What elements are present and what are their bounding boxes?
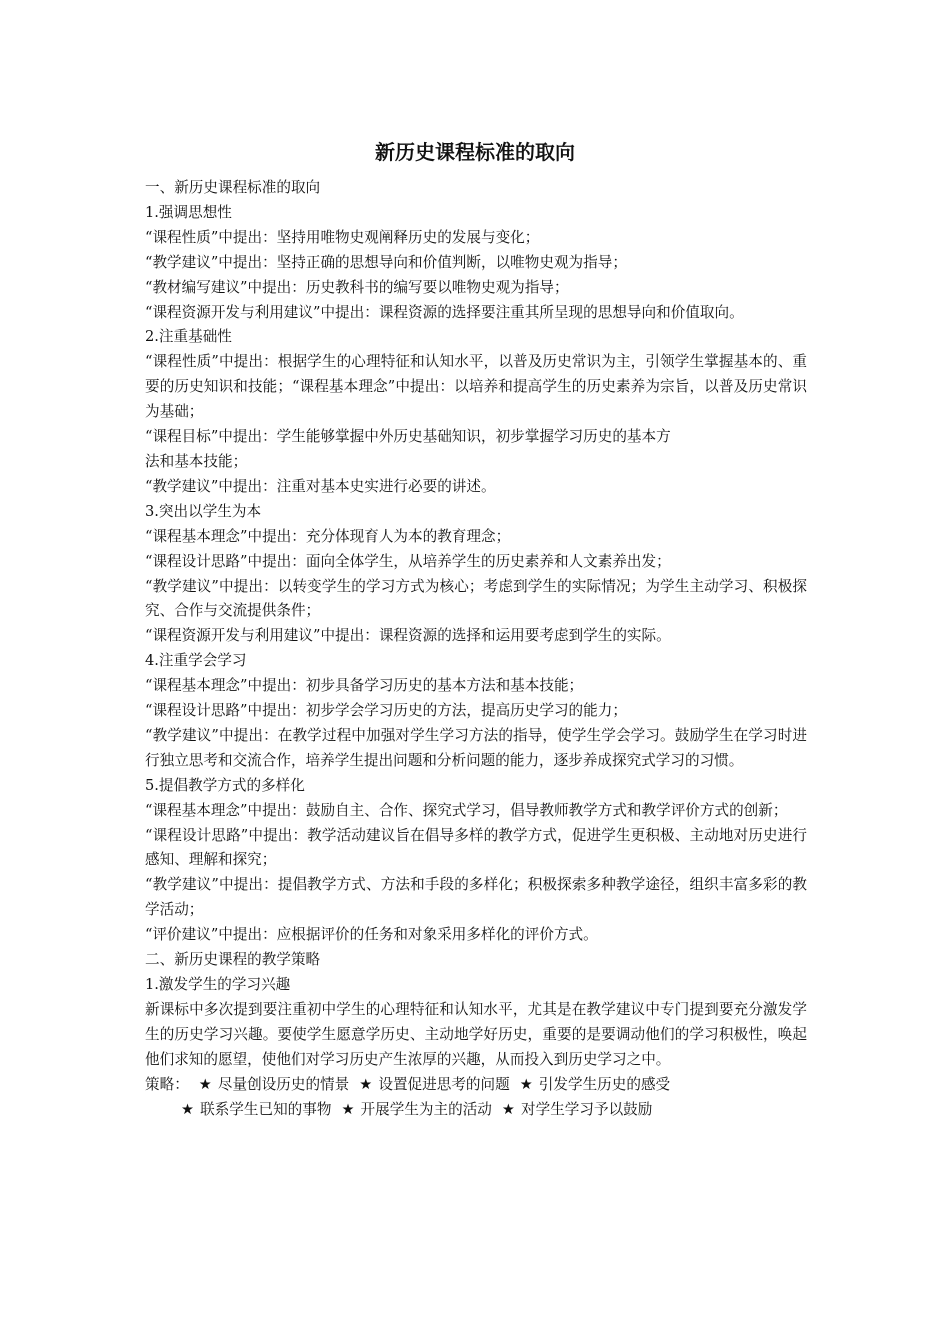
subsection-heading: 4.注重学会学习 [145, 652, 247, 670]
strategy-item: 开展学生为主的活动 [360, 1100, 492, 1118]
paragraph: “课程基本理念”中提出：鼓励自主、合作、探究式学习，倡导教师教学方式和教学评价方式的创新； [145, 801, 788, 819]
strategy-item: 联系学生已知的事物 [200, 1100, 332, 1118]
paragraph: “课程设计思路”中提出：面向全体学生，从培养学生的历史素养和人文素养出发； [145, 552, 671, 570]
paragraph: “教学建议”中提出：以转变学生的学习方式为核心；考虑到学生的实际情况；为学生主动学习、积极探究、合作与交流提供条件； [145, 577, 807, 620]
subsection-heading: 5.提倡教学方式的多样化 [145, 776, 305, 794]
strategy-list [145, 1073, 807, 1098]
star-icon: ★ [198, 1075, 212, 1093]
paragraph: “课程资源开发与利用建议”中提出：课程资源的选择和运用要考虑到学生的实际。 [145, 627, 671, 645]
paragraph: “教学建议”中提出：注重对基本史实进行必要的讲述。 [145, 477, 496, 495]
subsection-heading: 3.突出以学生为本 [145, 502, 262, 520]
paragraph: “教学建议”中提出：在教学过程中加强对学生学习方法的指导，使学生学会学习。鼓励学生在学习时进行独立思考和交流合作，培养学生提出问题和分析问题的能力，逐步养成探究式学习的习惯。 [145, 726, 807, 769]
paragraph: 法和基本技能； [145, 452, 248, 470]
subsection-heading: 1.强调思想性 [145, 203, 232, 221]
strategy-list-row-2 [145, 1098, 807, 1123]
star-icon: ★ [359, 1075, 373, 1093]
paragraph: “课程性质”中提出：坚持用唯物史观阐释历史的发展与变化； [145, 228, 540, 246]
section-heading: 一、新历史课程标准的取向 [145, 179, 321, 196]
paragraph: “教材编写建议”中提出：历史教科书的编写要以唯物史观为指导； [145, 278, 569, 296]
paragraph: “教学建议”中提出：提倡教学方式、方法和手段的多样化；积极探索多种教学途径，组织丰富多彩的教学活动； [145, 876, 807, 919]
subsection-heading: 2.注重基础性 [145, 328, 232, 346]
strategy-item: 设置促进思考的问题 [378, 1075, 510, 1093]
strategy-label: 策略： [145, 1075, 189, 1093]
paragraph: “课程目标”中提出：学生能够掌握中外历史基础知识，初步掌握学习历史的基本方 [145, 428, 671, 446]
paragraph: “课程设计思路”中提出：教学活动建议旨在倡导多样的教学方式，促进学生更积极、主动地对历史进行感知、理解和探究； [145, 826, 807, 869]
paragraph: “课程性质”中提出：根据学生的心理特征和认知水平，以普及历史常识为主，引领学生掌握基本的、重要的历史知识和技能；“课程基本理念”中提出：以培养和提高学生的历史素养为宗旨，以普及历史常识为基础； [145, 353, 807, 421]
star-icon: ★ [341, 1100, 355, 1118]
paragraph: “课程基本理念”中提出：初步具备学习历史的基本方法和基本技能； [145, 677, 584, 695]
star-icon: ★ [501, 1100, 515, 1118]
strategy-item: 对学生学习予以鼓励 [521, 1100, 653, 1118]
document-body [145, 176, 807, 1122]
strategy-item: 尽量创设历史的情景 [217, 1075, 350, 1093]
paragraph: “教学建议”中提出：坚持正确的思想导向和价值判断，以唯物史观为指导； [145, 253, 627, 271]
paragraph: “课程设计思路”中提出：初步学会学习历史的方法，提高历史学习的能力； [145, 702, 627, 720]
paragraph: 新课标中多次提到要注重初中学生的心理特征和认知水平，尤其是在教学建议中专门提到要充分激发学生的历史学习兴趣。要使学生愿意学历史、主动地学好历史，重要的是要调动他们的学习积极性，唤起他们求知的愿望，使他们对学习历史产生浓厚的兴趣，从而投入到历史学习之中。 [145, 1000, 807, 1068]
subsection-heading: 1.激发学生的学习兴趣 [145, 976, 291, 993]
star-icon: ★ [181, 1100, 195, 1118]
paragraph: “课程基本理念”中提出：充分体现育人为本的教育理念； [145, 527, 511, 545]
paragraph: “课程资源开发与利用建议”中提出：课程资源的选择要注重其所呈现的思想导向和价值取向。 [145, 303, 744, 321]
document-title: 新历史课程标准的取向 [375, 140, 575, 164]
paragraph: “评价建议”中提出：应根据评价的任务和对象采用多样化的评价方式。 [145, 926, 598, 944]
strategy-item: 引发学生历史的感受 [538, 1075, 671, 1093]
section-heading: 二、新历史课程的教学策略 [145, 951, 321, 969]
star-icon: ★ [519, 1075, 533, 1093]
